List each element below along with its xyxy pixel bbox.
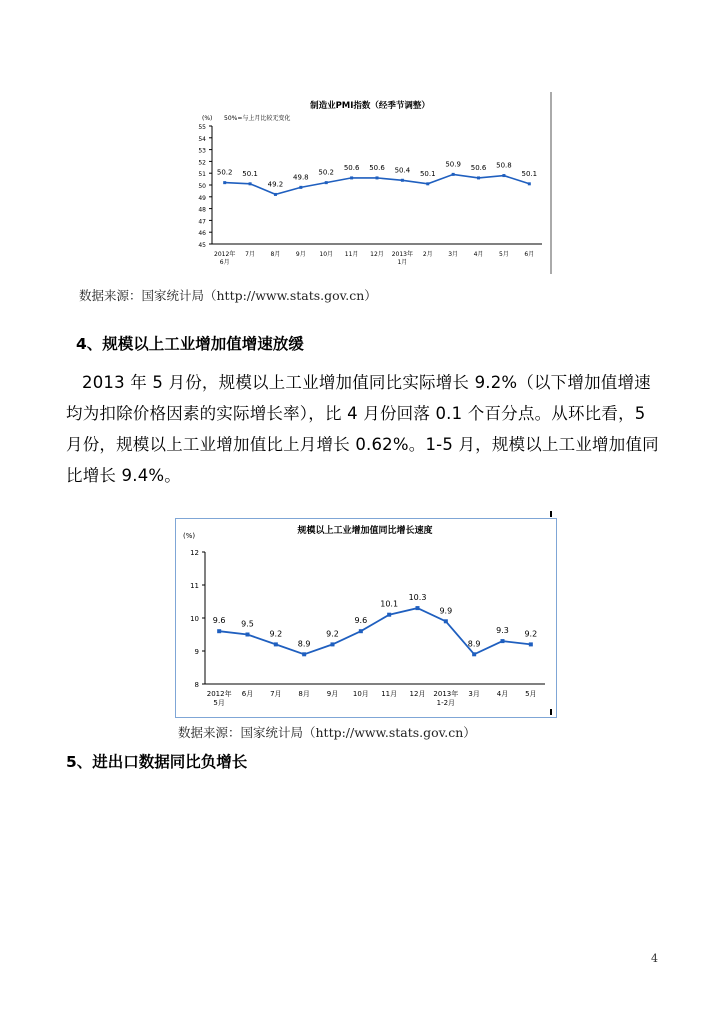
data-label: 9.6: [212, 616, 226, 626]
x-tick-label: 9月: [295, 251, 306, 258]
x-tick-label: 9月: [326, 690, 339, 698]
data-label: 50.8: [496, 161, 512, 170]
data-label: 9.5: [241, 619, 254, 629]
data-label: 49.2: [267, 180, 284, 189]
y-tick-label: 46: [198, 230, 206, 238]
data-label: 9.2: [524, 629, 538, 639]
y-tick-label: 8: [194, 681, 199, 689]
x-tick-label: 8月: [298, 690, 310, 698]
x-tick-label: 10月: [319, 251, 334, 258]
x-tick-label: 2012年: [206, 690, 232, 698]
data-point: [274, 193, 277, 196]
x-tick-label: 12月: [370, 251, 384, 258]
x-tick-label: 2013年: [391, 251, 414, 258]
x-tick-label: 12月: [409, 690, 426, 698]
x-tick-label: 5月: [213, 699, 225, 707]
data-label: 50.2: [318, 168, 335, 177]
data-point: [350, 176, 353, 179]
data-label: 10.1: [380, 599, 399, 609]
y-tick-label: 12: [190, 549, 199, 557]
series-line: [219, 608, 531, 654]
data-point: [376, 176, 379, 179]
x-tick-label: 6月: [241, 690, 254, 698]
data-point: [331, 642, 335, 646]
y-axis-label: (%): [202, 115, 213, 122]
data-point: [502, 174, 505, 177]
y-tick-label: 50: [198, 183, 206, 190]
data-label: 9.3: [496, 626, 509, 636]
data-label: 49.8: [293, 173, 309, 182]
corner-mark: [550, 709, 552, 715]
data-point: [426, 182, 429, 185]
x-tick-label: 2013年: [433, 690, 459, 698]
y-tick-label: 55: [198, 124, 206, 131]
x-tick-label: 5月: [499, 251, 509, 258]
page-number: 4: [651, 952, 658, 965]
x-tick-label: 3月: [468, 690, 480, 698]
x-tick-label: 6月: [524, 251, 535, 258]
data-point: [387, 613, 391, 617]
data-point: [472, 652, 476, 656]
y-tick-label: 9: [194, 648, 199, 656]
pmi-source-label: 数据来源：国家统计局（http://www.stats.gov.cn）: [79, 288, 377, 303]
data-label: 9.9: [439, 606, 453, 616]
data-label: 10.3: [408, 593, 427, 603]
data-label: 9.2: [326, 629, 339, 639]
x-tick-label: 7月: [270, 690, 282, 698]
section5-heading: 5、进出口数据同比负增长: [66, 753, 248, 771]
y-tick-label: 52: [198, 159, 206, 167]
data-point: [416, 606, 420, 610]
data-point: [223, 181, 226, 184]
data-point: [528, 182, 531, 185]
x-tick-label: 8月: [270, 251, 281, 258]
y-tick-label: 49: [198, 194, 206, 202]
x-tick-label: 4月: [496, 690, 509, 698]
y-axis-label: (%): [183, 532, 196, 540]
data-point: [401, 179, 404, 182]
y-tick-label: 54: [198, 135, 206, 143]
corner-mark: [550, 511, 552, 517]
x-tick-label: 10月: [352, 690, 369, 698]
data-point: [246, 633, 250, 637]
y-tick-label: 45: [198, 242, 206, 249]
data-label: 50.6: [343, 163, 360, 172]
data-label: 50.6: [470, 163, 487, 172]
ip-source-label: 数据来源：国家统计局（http://www.stats.gov.cn）: [178, 725, 476, 740]
data-label: 50.1: [419, 169, 436, 178]
data-label: 8.9: [467, 639, 481, 649]
y-tick-label: 51: [198, 171, 206, 179]
x-tick-label: 1月: [397, 259, 408, 266]
data-label: 50.9: [445, 160, 461, 169]
x-tick-label: 7月: [245, 251, 255, 258]
x-tick-label: 5月: [525, 690, 537, 698]
paragraph-line: 月份，规模以上工业增加值比上月增长 0.62%。1-5 月，规模以上工业增加值同: [66, 435, 659, 454]
data-label: 50.4: [394, 166, 411, 175]
paragraph-line: 比增长 9.4%。: [66, 466, 181, 485]
y-tick-label: 47: [198, 218, 206, 226]
y-tick-label: 11: [190, 582, 199, 590]
x-tick-label: 6月: [219, 259, 230, 266]
section4-paragraph: [66, 367, 666, 491]
data-point: [452, 173, 455, 176]
x-tick-label: 1-2月: [436, 699, 456, 707]
data-label: 9.6: [354, 616, 368, 626]
pmi-chart: [190, 92, 552, 274]
ip-chart: [175, 518, 557, 718]
legend-note: 50%=与上月比较无变化: [224, 115, 291, 122]
data-point: [249, 182, 252, 185]
x-tick-label: 11月: [381, 690, 398, 698]
x-tick-label: 3月: [448, 251, 459, 258]
data-point: [325, 181, 328, 184]
x-tick-label: 4月: [473, 251, 484, 258]
data-label: 50.1: [242, 169, 258, 178]
data-point: [299, 186, 302, 189]
data-point: [217, 629, 221, 633]
data-point: [274, 642, 278, 646]
data-point: [444, 619, 448, 623]
data-label: 9.2: [269, 629, 283, 639]
data-label: 50.1: [521, 169, 538, 178]
y-tick-label: 48: [198, 206, 206, 214]
data-point: [477, 176, 480, 179]
data-label: 50.6: [369, 163, 385, 172]
data-point: [359, 629, 363, 633]
ip-chart-svg: [175, 518, 557, 718]
x-tick-label: 2012年: [214, 251, 236, 258]
y-tick-label: 53: [198, 147, 206, 155]
data-point: [529, 642, 533, 646]
paragraph-line: 2013 年 5 月份，规模以上工业增加值同比实际增长 9.2%（以下增加值增速: [82, 373, 651, 392]
paragraph-line: 均为扣除价格因素的实际增长率），比 4 月份回落 0.1 个百分点。从环比看，5: [66, 404, 646, 423]
data-point: [302, 652, 306, 656]
section4-heading: 4、规模以上工业增加值增速放缓: [76, 335, 304, 353]
x-tick-label: 11月: [344, 251, 359, 258]
chart-title: 制造业PMI指数（经季节调整）: [310, 101, 430, 111]
data-point: [501, 639, 505, 643]
x-tick-label: 2月: [422, 251, 433, 258]
chart-title: 规模以上工业增加值同比增长速度: [297, 526, 433, 536]
pmi-chart-svg: [190, 92, 552, 274]
data-label: 8.9: [297, 639, 311, 649]
data-label: 50.2: [216, 168, 233, 177]
y-tick-label: 10: [190, 615, 199, 623]
